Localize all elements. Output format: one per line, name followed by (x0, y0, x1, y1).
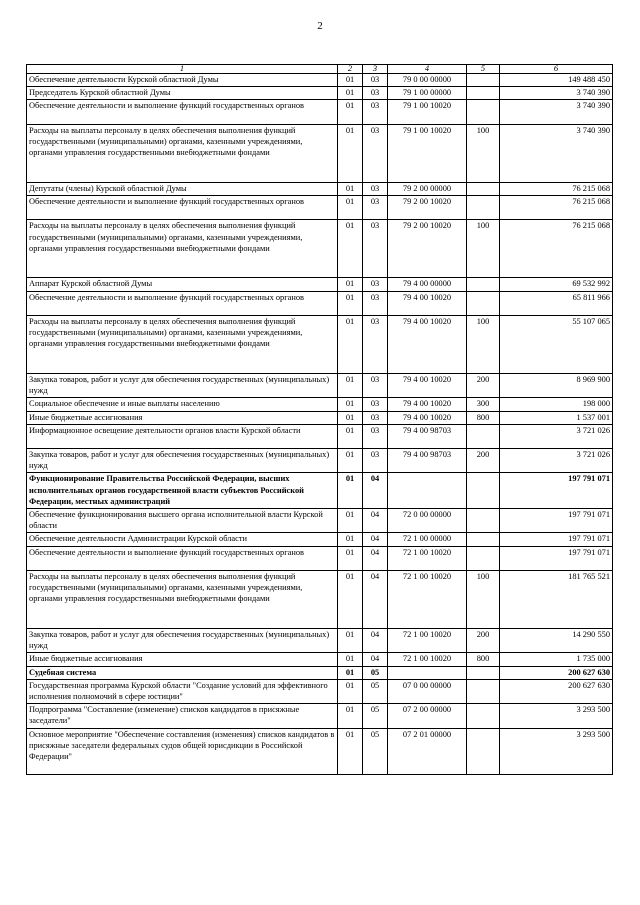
subsection-code: 05 (363, 728, 388, 775)
section-code: 01 (338, 653, 363, 666)
table-row (27, 182, 613, 195)
subsection-code: 03 (363, 195, 388, 219)
expense-type-code (467, 100, 500, 124)
amount: 3 740 390 (500, 100, 613, 124)
column-number: 2 (338, 65, 363, 74)
section-code: 01 (338, 629, 363, 653)
section-code: 01 (338, 411, 363, 424)
target-article-code: 79 4 00 98703 (388, 449, 467, 473)
target-article-code: 72 1 00 10020 (388, 546, 467, 570)
row-name: Обеспечение деятельности Курской областной Думы (27, 74, 338, 87)
row-name: Обеспечение деятельности и выполнение функций государственных органов (27, 100, 338, 124)
section-code: 01 (338, 195, 363, 219)
row-name: Подпрограмма "Составление (изменение) списков кандидатов в присяжные заседатели" (27, 704, 338, 728)
expense-type-code (467, 546, 500, 570)
row-name: Расходы на выплаты персоналу в целях обеспечения выполнения функций государственными (муниципальными) органами, казенными учреждениями, органами управления государственными внебюджетными фондами (27, 220, 338, 278)
table-row (27, 509, 613, 533)
row-name: Иные бюджетные ассигнования (27, 411, 338, 424)
subsection-code: 03 (363, 315, 388, 373)
expense-type-code: 100 (467, 124, 500, 182)
table-row (27, 124, 613, 182)
target-article-code: 72 1 00 10020 (388, 653, 467, 666)
expense-type-code (467, 473, 500, 509)
section-code: 01 (338, 398, 363, 411)
amount: 197 791 071 (500, 546, 613, 570)
amount: 65 811 966 (500, 291, 613, 315)
table-row (27, 74, 613, 87)
target-article-code: 79 0 00 00000 (388, 74, 467, 87)
table-row (27, 704, 613, 728)
target-article-code: 07 2 01 00000 (388, 728, 467, 775)
table-row (27, 315, 613, 373)
subsection-code: 03 (363, 100, 388, 124)
row-name: Обеспечение функционирования высшего органа исполнительной власти Курской области (27, 509, 338, 533)
target-article-code: 79 4 00 10020 (388, 398, 467, 411)
subsection-code: 04 (363, 509, 388, 533)
expense-type-code: 100 (467, 315, 500, 373)
row-name: Закупка товаров, работ и услуг для обеспечения государственных (муниципальных) нужд (27, 373, 338, 397)
target-article-code (388, 473, 467, 509)
section-code: 01 (338, 220, 363, 278)
row-name: Расходы на выплаты персоналу в целях обеспечения выполнения функций государственными (муниципальными) органами, казенными учреждениями, органами управления государственными внебюджетными фондами (27, 124, 338, 182)
column-number: 3 (363, 65, 388, 74)
section-code: 01 (338, 704, 363, 728)
amount: 76 215 068 (500, 195, 613, 219)
row-name: Функционирование Правительства Российской Федерации, высших исполнительных органов государственной власти субъектов Российской Федерации, местных администраций (27, 473, 338, 509)
amount: 181 765 521 (500, 571, 613, 629)
column-number: 5 (467, 65, 500, 74)
amount: 69 532 992 (500, 278, 613, 291)
subsection-code: 03 (363, 291, 388, 315)
expense-type-code (467, 87, 500, 100)
row-name: Председатель Курской областной Думы (27, 87, 338, 100)
target-article-code: 79 1 00 00000 (388, 87, 467, 100)
subsection-code: 04 (363, 629, 388, 653)
subsection-code: 05 (363, 666, 388, 679)
budget-table-body (27, 65, 613, 775)
table-row (27, 533, 613, 546)
subsection-code: 05 (363, 679, 388, 703)
section-code: 01 (338, 291, 363, 315)
row-name: Расходы на выплаты персоналу в целях обеспечения выполнения функций государственными (муниципальными) органами, казенными учреждениями, органами управления государственными внебюджетными фондами (27, 571, 338, 629)
subsection-code: 03 (363, 220, 388, 278)
subsection-code: 04 (363, 546, 388, 570)
subsection-code: 03 (363, 74, 388, 87)
amount: 3 740 390 (500, 124, 613, 182)
row-name: Социальное обеспечение и иные выплаты населению (27, 398, 338, 411)
section-code: 01 (338, 100, 363, 124)
subsection-code: 03 (363, 124, 388, 182)
expense-type-code (467, 679, 500, 703)
section-code: 01 (338, 373, 363, 397)
section-code: 01 (338, 182, 363, 195)
amount: 8 969 900 (500, 373, 613, 397)
section-code: 01 (338, 728, 363, 775)
expense-type-code: 200 (467, 449, 500, 473)
amount: 55 107 065 (500, 315, 613, 373)
expense-type-code (467, 666, 500, 679)
table-row (27, 398, 613, 411)
target-article-code: 79 2 00 00000 (388, 182, 467, 195)
amount: 198 000 (500, 398, 613, 411)
section-code: 01 (338, 679, 363, 703)
table-row (27, 220, 613, 278)
amount: 197 791 071 (500, 473, 613, 509)
row-name: Основное мероприятие "Обеспечение составления (изменения) списков кандидатов в присяжные заседатели федеральных судов общей юрисдикции в Российской Федерации" (27, 728, 338, 775)
expense-type-code (467, 704, 500, 728)
amount: 76 215 068 (500, 220, 613, 278)
subsection-code: 03 (363, 424, 388, 448)
row-name: Аппарат Курской областной Думы (27, 278, 338, 291)
column-number: 4 (388, 65, 467, 74)
expense-type-code (467, 509, 500, 533)
expense-type-code (467, 728, 500, 775)
target-article-code: 79 4 00 10020 (388, 411, 467, 424)
subsection-code: 03 (363, 278, 388, 291)
target-article-code: 79 1 00 10020 (388, 124, 467, 182)
subsection-code: 03 (363, 182, 388, 195)
target-article-code: 79 2 00 10020 (388, 195, 467, 219)
row-name: Закупка товаров, работ и услуг для обеспечения государственных (муниципальных) нужд (27, 629, 338, 653)
target-article-code: 79 4 00 10020 (388, 315, 467, 373)
section-code: 01 (338, 449, 363, 473)
section-code: 01 (338, 87, 363, 100)
amount: 197 791 071 (500, 533, 613, 546)
expense-type-code: 200 (467, 629, 500, 653)
table-row (27, 666, 613, 679)
table-row (27, 195, 613, 219)
amount: 149 488 450 (500, 74, 613, 87)
table-row (27, 679, 613, 703)
table-row (27, 424, 613, 448)
amount: 200 627 630 (500, 679, 613, 703)
expense-type-code: 300 (467, 398, 500, 411)
section-code: 01 (338, 473, 363, 509)
section-code: 01 (338, 666, 363, 679)
subsection-code: 04 (363, 653, 388, 666)
row-name: Депутаты (члены) Курской областной Думы (27, 182, 338, 195)
amount: 3 293 500 (500, 704, 613, 728)
table-row (27, 87, 613, 100)
target-article-code: 79 1 00 10020 (388, 100, 467, 124)
column-number-row (27, 65, 613, 74)
column-number: 1 (27, 65, 338, 74)
amount: 197 791 071 (500, 509, 613, 533)
row-name: Закупка товаров, работ и услуг для обеспечения государственных (муниципальных) нужд (27, 449, 338, 473)
target-article-code: 72 1 00 00000 (388, 533, 467, 546)
amount: 3 740 390 (500, 87, 613, 100)
subsection-code: 03 (363, 373, 388, 397)
expense-type-code (467, 424, 500, 448)
amount: 3 721 026 (500, 449, 613, 473)
table-row (27, 473, 613, 509)
budget-table (26, 64, 613, 775)
section-code: 01 (338, 124, 363, 182)
target-article-code: 79 4 00 10020 (388, 373, 467, 397)
expense-type-code: 800 (467, 411, 500, 424)
section-code: 01 (338, 571, 363, 629)
row-name: Расходы на выплаты персоналу в целях обеспечения выполнения функций государственными (муниципальными) органами, казенными учреждениями, органами управления государственными внебюджетными фондами (27, 315, 338, 373)
section-code: 01 (338, 74, 363, 87)
subsection-code: 03 (363, 449, 388, 473)
page-number: 2 (317, 20, 323, 32)
expense-type-code (467, 74, 500, 87)
row-name: Обеспечение деятельности и выполнение функций государственных органов (27, 195, 338, 219)
target-article-code (388, 666, 467, 679)
row-name: Обеспечение деятельности и выполнение функций государственных органов (27, 546, 338, 570)
target-article-code: 79 2 00 10020 (388, 220, 467, 278)
subsection-code: 03 (363, 411, 388, 424)
expense-type-code (467, 278, 500, 291)
subsection-code: 04 (363, 533, 388, 546)
row-name: Государственная программа Курской области "Создание условий для эффективного исполнения полномочий в сфере юстиции" (27, 679, 338, 703)
table-row (27, 373, 613, 397)
row-name: Обеспечение деятельности и выполнение функций государственных органов (27, 291, 338, 315)
row-name: Иные бюджетные ассигнования (27, 653, 338, 666)
table-row (27, 571, 613, 629)
amount: 1 735 000 (500, 653, 613, 666)
target-article-code: 07 0 00 00000 (388, 679, 467, 703)
expense-type-code (467, 195, 500, 219)
amount: 1 537 001 (500, 411, 613, 424)
subsection-code: 03 (363, 87, 388, 100)
expense-type-code: 100 (467, 220, 500, 278)
amount: 3 721 026 (500, 424, 613, 448)
target-article-code: 79 4 00 00000 (388, 278, 467, 291)
expense-type-code (467, 182, 500, 195)
section-code: 01 (338, 546, 363, 570)
table-row (27, 546, 613, 570)
row-name: Информационное освещение деятельности органов власти Курской области (27, 424, 338, 448)
table-row (27, 291, 613, 315)
expense-type-code: 100 (467, 571, 500, 629)
amount: 14 290 550 (500, 629, 613, 653)
row-name: Судебная система (27, 666, 338, 679)
section-code: 01 (338, 278, 363, 291)
amount: 76 215 068 (500, 182, 613, 195)
target-article-code: 72 1 00 10020 (388, 571, 467, 629)
table-row (27, 449, 613, 473)
expense-type-code: 200 (467, 373, 500, 397)
section-code: 01 (338, 315, 363, 373)
expense-type-code (467, 533, 500, 546)
column-number: 6 (500, 65, 613, 74)
table-row (27, 728, 613, 775)
table-row (27, 278, 613, 291)
subsection-code: 04 (363, 571, 388, 629)
section-code: 01 (338, 424, 363, 448)
target-article-code: 79 4 00 98703 (388, 424, 467, 448)
amount: 200 627 630 (500, 666, 613, 679)
table-row (27, 629, 613, 653)
expense-type-code (467, 291, 500, 315)
target-article-code: 07 2 00 00000 (388, 704, 467, 728)
section-code: 01 (338, 533, 363, 546)
subsection-code: 05 (363, 704, 388, 728)
subsection-code: 04 (363, 473, 388, 509)
target-article-code: 72 0 00 00000 (388, 509, 467, 533)
expense-type-code: 800 (467, 653, 500, 666)
target-article-code: 79 4 00 10020 (388, 291, 467, 315)
table-row (27, 100, 613, 124)
table-row (27, 653, 613, 666)
amount: 3 293 500 (500, 728, 613, 775)
subsection-code: 03 (363, 398, 388, 411)
row-name: Обеспечение деятельности Администрации Курской области (27, 533, 338, 546)
table-row (27, 411, 613, 424)
section-code: 01 (338, 509, 363, 533)
target-article-code: 72 1 00 10020 (388, 629, 467, 653)
